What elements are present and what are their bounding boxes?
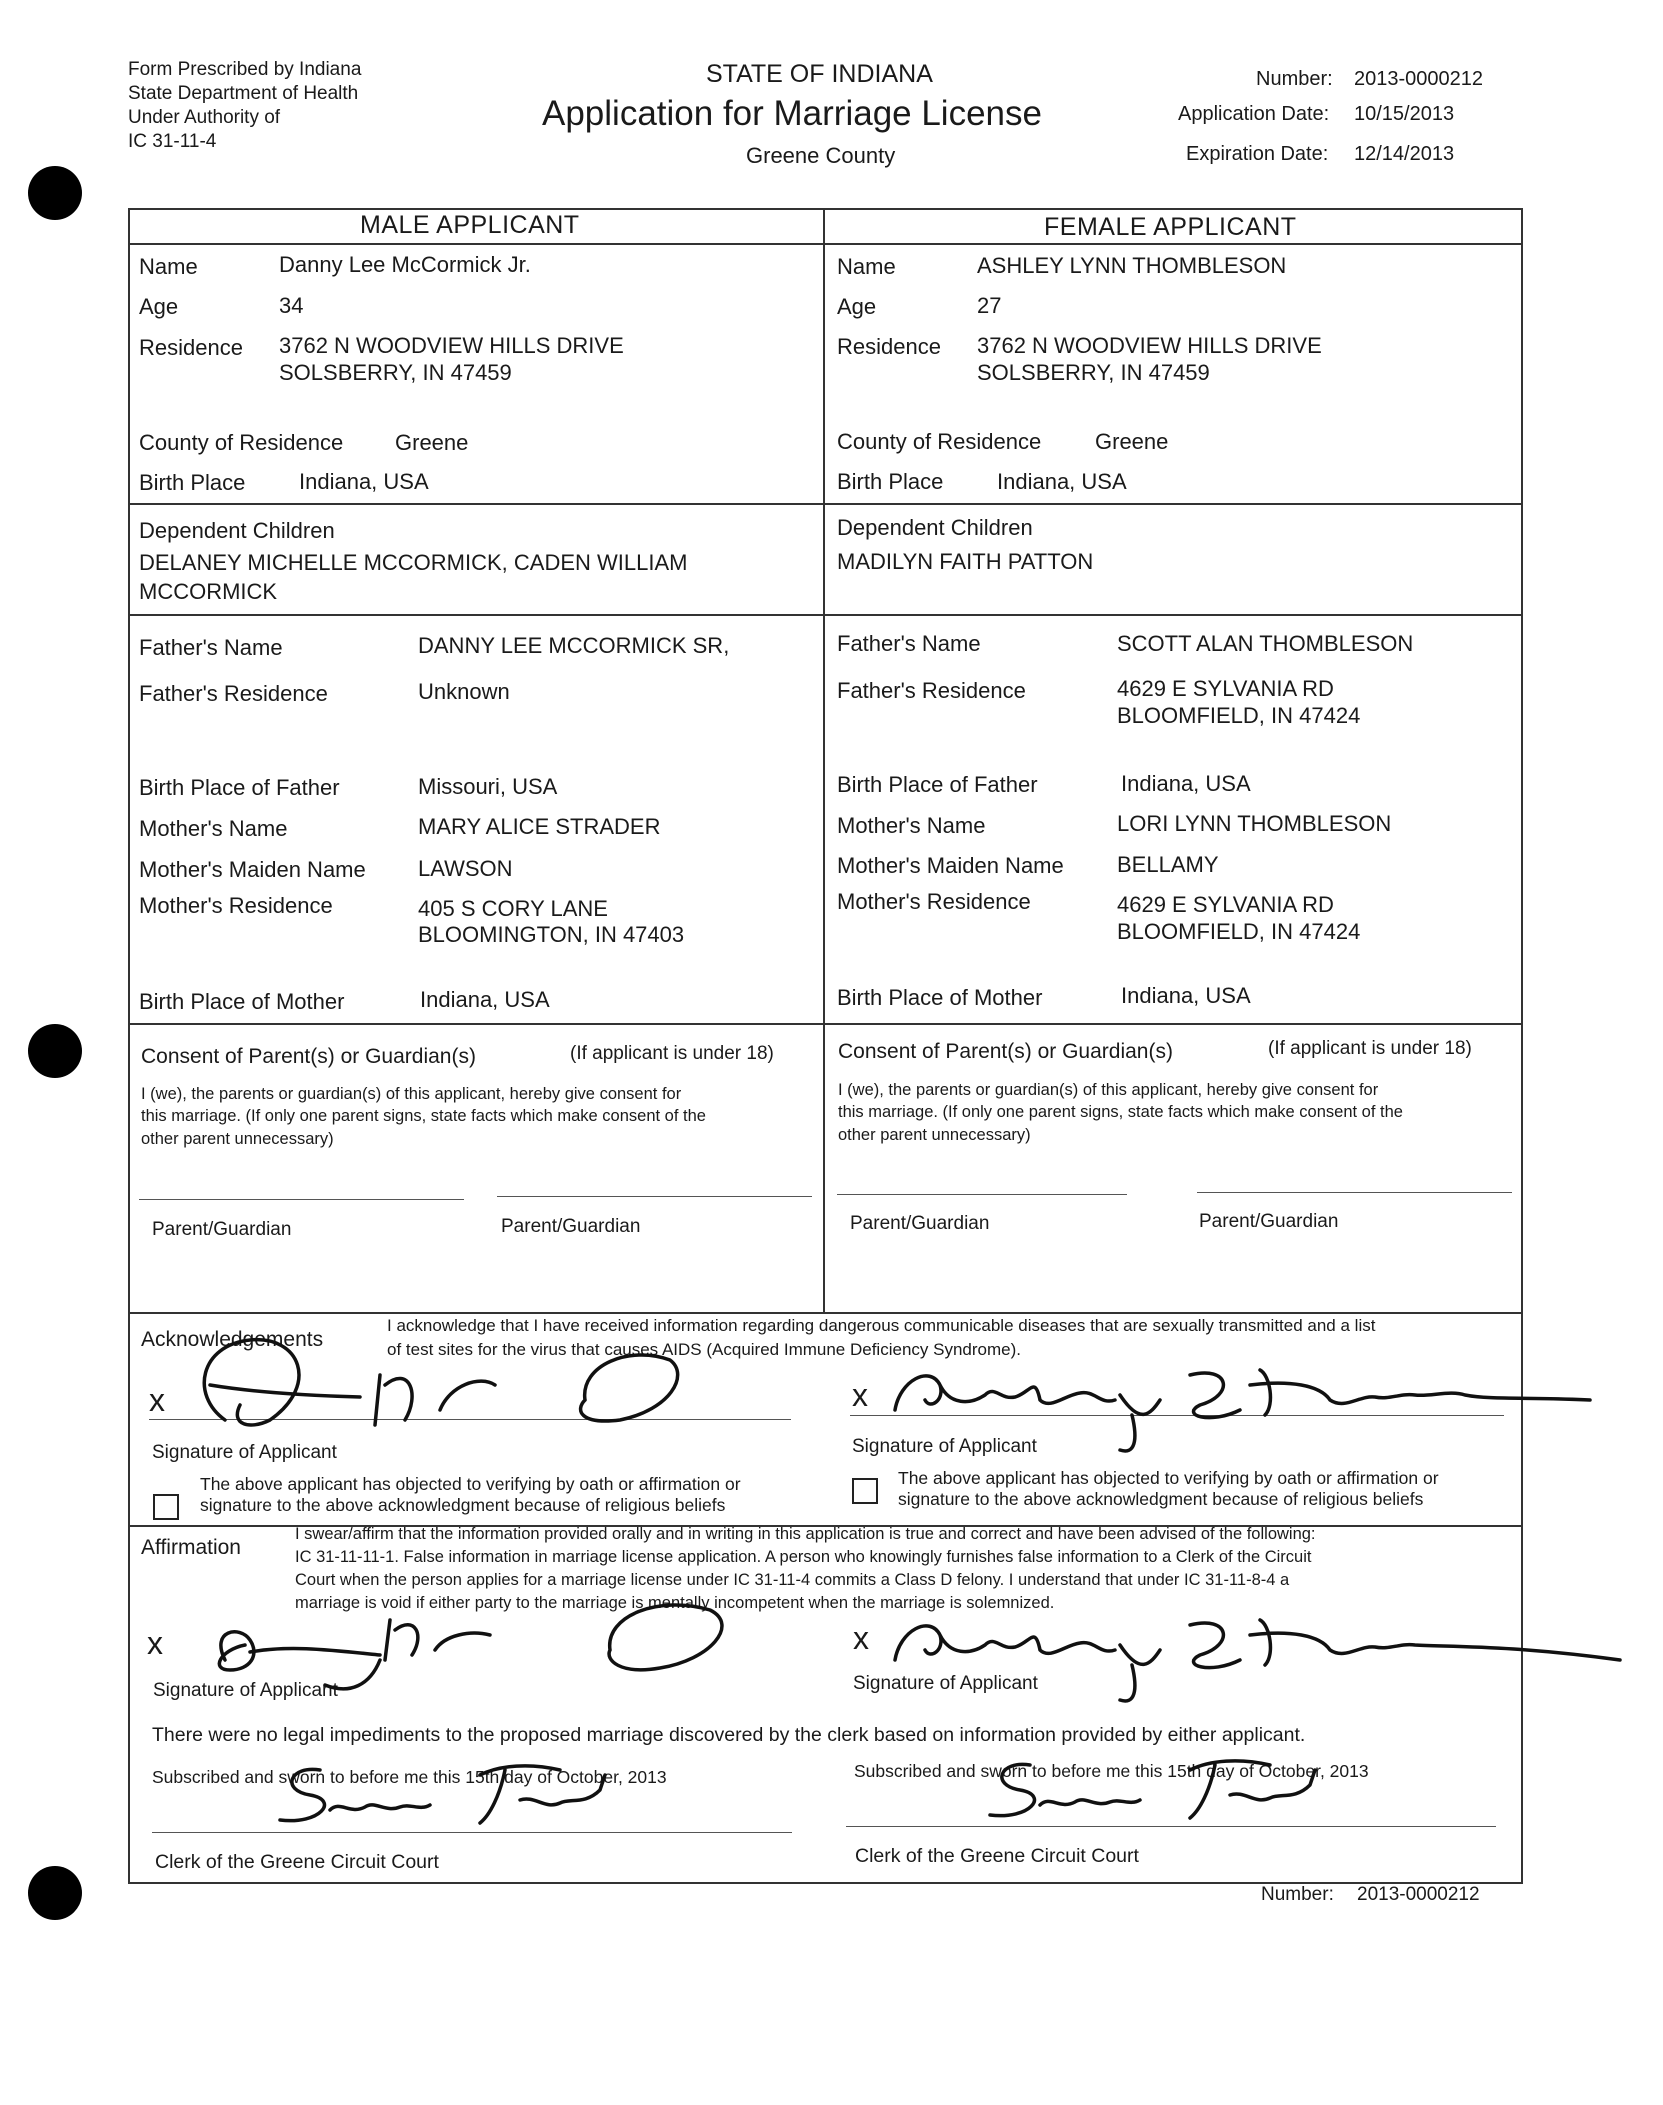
male-aff-x-mark: x	[147, 1625, 163, 1661]
number-label: Number:	[1256, 68, 1333, 90]
divider-consent	[128, 1023, 1523, 1025]
male-mother-residence-line-2: BLOOMINGTON, IN 47403	[418, 922, 685, 947]
female-mother-name-value: LORI LYNN THOMBLESON	[1117, 811, 1392, 836]
male-consent-note: (If applicant is under 18)	[570, 1043, 774, 1064]
female-age-value: 27	[977, 293, 1002, 318]
female-objection-text-2: signature to the above acknowledgment because of religious beliefs	[898, 1489, 1424, 1509]
male-consent-title: Consent of Parent(s) or Guardian(s)	[141, 1045, 476, 1068]
male-consent-text-3: other parent unnecessary)	[141, 1130, 334, 1148]
male-father-birth-value: Missouri, USA	[418, 774, 558, 799]
female-aff-signature-label: Signature of Applicant	[853, 1673, 1038, 1694]
male-guardian-line-1	[139, 1199, 464, 1200]
male-name-value: Danny Lee McCormick Jr.	[279, 252, 531, 277]
female-clerk-signature	[980, 1750, 1340, 1830]
male-age-label: Age	[139, 294, 179, 319]
affirmation-text-4: marriage is void if either party to the marriage is mentally incompetent when the marriage is solemnized.	[295, 1594, 1055, 1612]
female-mother-residence-line-2: BLOOMFIELD, IN 47424	[1117, 919, 1361, 944]
male-mother-maiden-value: LAWSON	[418, 856, 513, 881]
affirmation-text-1: I swear/affirm that the information provided orally and in writing in this application is true and correct and have been advised of the following:	[295, 1525, 1316, 1543]
female-age-label: Age	[837, 294, 877, 319]
application-date-label: Application Date:	[1178, 103, 1330, 125]
male-guardian-line-2	[497, 1196, 812, 1197]
female-mother-maiden-value: BELLAMY	[1117, 852, 1219, 877]
male-aff-signature-label: Signature of Applicant	[153, 1680, 338, 1701]
male-guardian-label-1: Parent/Guardian	[152, 1219, 292, 1240]
male-ack-x-mark: x	[149, 1382, 165, 1418]
male-clerk-label: Clerk of the Greene Circuit Court	[155, 1851, 439, 1873]
male-mother-residence-line-1: 405 S CORY LANE	[418, 896, 608, 921]
punch-hole-top	[28, 166, 82, 220]
female-father-birth-value: Indiana, USA	[1121, 771, 1251, 796]
male-ack-signature-label: Signature of Applicant	[152, 1442, 337, 1463]
male-father-birth-label: Birth Place of Father	[139, 775, 340, 800]
acknowledgement-text-1: I acknowledge that I have received information regarding dangerous communicable diseases that are sexually transmitted and a list	[387, 1316, 1376, 1335]
male-objection-text-2: signature to the above acknowledgment because of religious beliefs	[200, 1495, 726, 1515]
female-mother-birth-label: Birth Place of Mother	[837, 985, 1043, 1010]
female-father-birth-label: Birth Place of Father	[837, 772, 1038, 797]
number-value: 2013-0000212	[1354, 68, 1484, 90]
no-impediments-statement: There were no legal impediments to the proposed marriage discovered by the clerk based on information provided by either applicant.	[152, 1724, 1306, 1746]
female-children-line-1: MADILYN FAITH PATTON	[837, 549, 1094, 574]
male-consent-text-2: this marriage. (If only one parent signs, state facts which make consent of the	[141, 1107, 706, 1125]
female-guardian-line-2	[1197, 1192, 1512, 1193]
affirmation-text-3: Court when the person applies for a marriage license under IC 31-11-4 commits a Class D felony. I understand that under IC 31-11-8-4 a	[295, 1571, 1290, 1589]
female-father-residence-label: Father's Residence	[837, 678, 1026, 703]
punch-hole-bottom	[28, 1866, 82, 1920]
male-birth-place-value: Indiana, USA	[299, 469, 429, 494]
center-divider	[823, 208, 825, 1312]
male-father-name-label: Father's Name	[139, 635, 283, 660]
female-aff-x-mark: x	[853, 1620, 869, 1656]
female-guardian-label-1: Parent/Guardian	[850, 1213, 990, 1234]
male-mother-name-value: MARY ALICE STRADER	[418, 814, 661, 839]
female-residence-line-2: SOLSBERRY, IN 47459	[977, 360, 1210, 385]
female-mother-birth-value: Indiana, USA	[1121, 983, 1251, 1008]
male-residence-label: Residence	[139, 335, 243, 360]
female-residence-label: Residence	[837, 334, 941, 359]
female-birth-place-value: Indiana, USA	[997, 469, 1127, 494]
male-father-name-value: DANNY LEE MCCORMICK SR,	[418, 633, 730, 658]
divider-children	[128, 503, 1523, 505]
affirmation-title: Affirmation	[141, 1536, 241, 1559]
female-ack-signature-label: Signature of Applicant	[852, 1436, 1037, 1457]
expiration-date-label: Expiration Date:	[1186, 143, 1329, 165]
prescribed-line-4: IC 31-11-4	[128, 131, 217, 152]
female-father-name-value: SCOTT ALAN THOMBLESON	[1117, 631, 1414, 656]
application-date-value: 10/15/2013	[1354, 103, 1455, 125]
female-children-label: Dependent Children	[837, 515, 1033, 540]
female-residence-line-1: 3762 N WOODVIEW HILLS DRIVE	[977, 333, 1322, 358]
divider-parents	[128, 614, 1523, 616]
male-father-residence-value: Unknown	[418, 679, 510, 704]
female-guardian-label-2: Parent/Guardian	[1199, 1211, 1339, 1232]
male-mother-name-label: Mother's Name	[139, 816, 288, 841]
expiration-date-value: 12/14/2013	[1354, 143, 1455, 165]
male-clerk-signature	[270, 1755, 630, 1835]
female-name-value: ASHLEY LYNN THOMBLESON	[977, 253, 1287, 278]
divider-header	[128, 243, 1523, 245]
female-county-value: Greene	[1095, 429, 1169, 454]
female-consent-title: Consent of Parent(s) or Guardian(s)	[838, 1040, 1173, 1063]
female-subscribed-text: Subscribed and sworn to before me this 15th day of October, 2013	[854, 1761, 1369, 1781]
male-county-value: Greene	[395, 430, 469, 455]
female-consent-text-3: other parent unnecessary)	[838, 1126, 1031, 1144]
female-birth-place-label: Birth Place	[837, 469, 944, 494]
male-ack-signature	[150, 1325, 710, 1435]
female-mother-residence-line-1: 4629 E SYLVANIA RD	[1117, 892, 1334, 917]
divider-ack	[128, 1312, 1523, 1314]
male-children-label: Dependent Children	[139, 518, 335, 543]
female-guardian-line-1	[837, 1194, 1127, 1195]
footer-number-label: Number:	[1261, 1884, 1334, 1905]
female-consent-text-1: I (we), the parents or guardian(s) of this applicant, hereby give consent for	[838, 1081, 1379, 1099]
female-clerk-label: Clerk of the Greene Circuit Court	[855, 1845, 1139, 1867]
prescribed-line-3: Under Authority of	[128, 107, 281, 128]
female-consent-text-2: this marriage. (If only one parent signs, state facts which make consent of the	[838, 1103, 1403, 1121]
male-consent-text-1: I (we), the parents or guardian(s) of this applicant, hereby give consent for	[141, 1085, 682, 1103]
male-father-residence-label: Father's Residence	[139, 681, 328, 706]
female-name-label: Name	[837, 254, 896, 279]
female-ack-signature	[890, 1355, 1600, 1435]
prescribed-line-1: Form Prescribed by Indiana	[128, 59, 362, 80]
female-ack-x-mark: x	[852, 1377, 868, 1413]
female-father-name-label: Father's Name	[837, 631, 981, 656]
footer-number-value: 2013-0000212	[1357, 1884, 1480, 1905]
acknowledgements-title: Acknowledgements	[141, 1328, 324, 1351]
female-mother-name-label: Mother's Name	[837, 813, 986, 838]
male-mother-birth-value: Indiana, USA	[420, 987, 550, 1012]
male-county-label: County of Residence	[139, 430, 344, 455]
male-mother-maiden-label: Mother's Maiden Name	[139, 857, 366, 882]
page-title: Application for Marriage License	[542, 94, 1042, 133]
female-aff-signature	[890, 1605, 1630, 1705]
female-father-residence-line-1: 4629 E SYLVANIA RD	[1117, 676, 1334, 701]
female-mother-maiden-label: Mother's Maiden Name	[837, 853, 1064, 878]
female-father-residence-line-2: BLOOMFIELD, IN 47424	[1117, 703, 1361, 728]
female-applicant-heading: FEMALE APPLICANT	[1044, 213, 1297, 241]
male-objection-checkbox[interactable]	[153, 1494, 179, 1520]
male-children-line-1: DELANEY MICHELLE MCCORMICK, CADEN WILLIAM	[139, 550, 688, 575]
male-name-label: Name	[139, 254, 198, 279]
male-objection-text-1: The above applicant has objected to verifying by oath or affirmation or	[200, 1474, 741, 1494]
state-title: STATE OF INDIANA	[706, 60, 933, 88]
county-title: Greene County	[746, 143, 896, 168]
female-objection-checkbox[interactable]	[852, 1478, 878, 1504]
acknowledgement-text-2: of test sites for the virus that causes AIDS (Acquired Immune Deficiency Syndrome).	[387, 1340, 1021, 1359]
punch-hole-middle	[28, 1024, 82, 1078]
female-objection-text-1: The above applicant has objected to verifying by oath or affirmation or	[898, 1468, 1439, 1488]
male-residence-line-2: SOLSBERRY, IN 47459	[279, 360, 512, 385]
male-birth-place-label: Birth Place	[139, 470, 246, 495]
female-county-label: County of Residence	[837, 429, 1042, 454]
male-residence-line-1: 3762 N WOODVIEW HILLS DRIVE	[279, 333, 624, 358]
male-children-line-2: MCCORMICK	[139, 579, 278, 604]
prescribed-line-2: State Department of Health	[128, 83, 359, 104]
male-subscribed-text: Subscribed and sworn to before me this 15th day of October, 2013	[152, 1767, 667, 1787]
female-consent-note: (If applicant is under 18)	[1268, 1038, 1472, 1059]
female-mother-residence-label: Mother's Residence	[837, 889, 1031, 914]
male-aff-signature	[150, 1590, 750, 1700]
male-guardian-label-2: Parent/Guardian	[501, 1216, 641, 1237]
affirmation-text-2: IC 31-11-11-1. False information in marriage license application. A person who knowingly furnishes false information to a Clerk of the Circuit	[295, 1548, 1312, 1566]
male-mother-residence-label: Mother's Residence	[139, 893, 333, 918]
male-mother-birth-label: Birth Place of Mother	[139, 989, 345, 1014]
male-age-value: 34	[279, 293, 304, 318]
male-applicant-heading: MALE APPLICANT	[360, 211, 580, 239]
